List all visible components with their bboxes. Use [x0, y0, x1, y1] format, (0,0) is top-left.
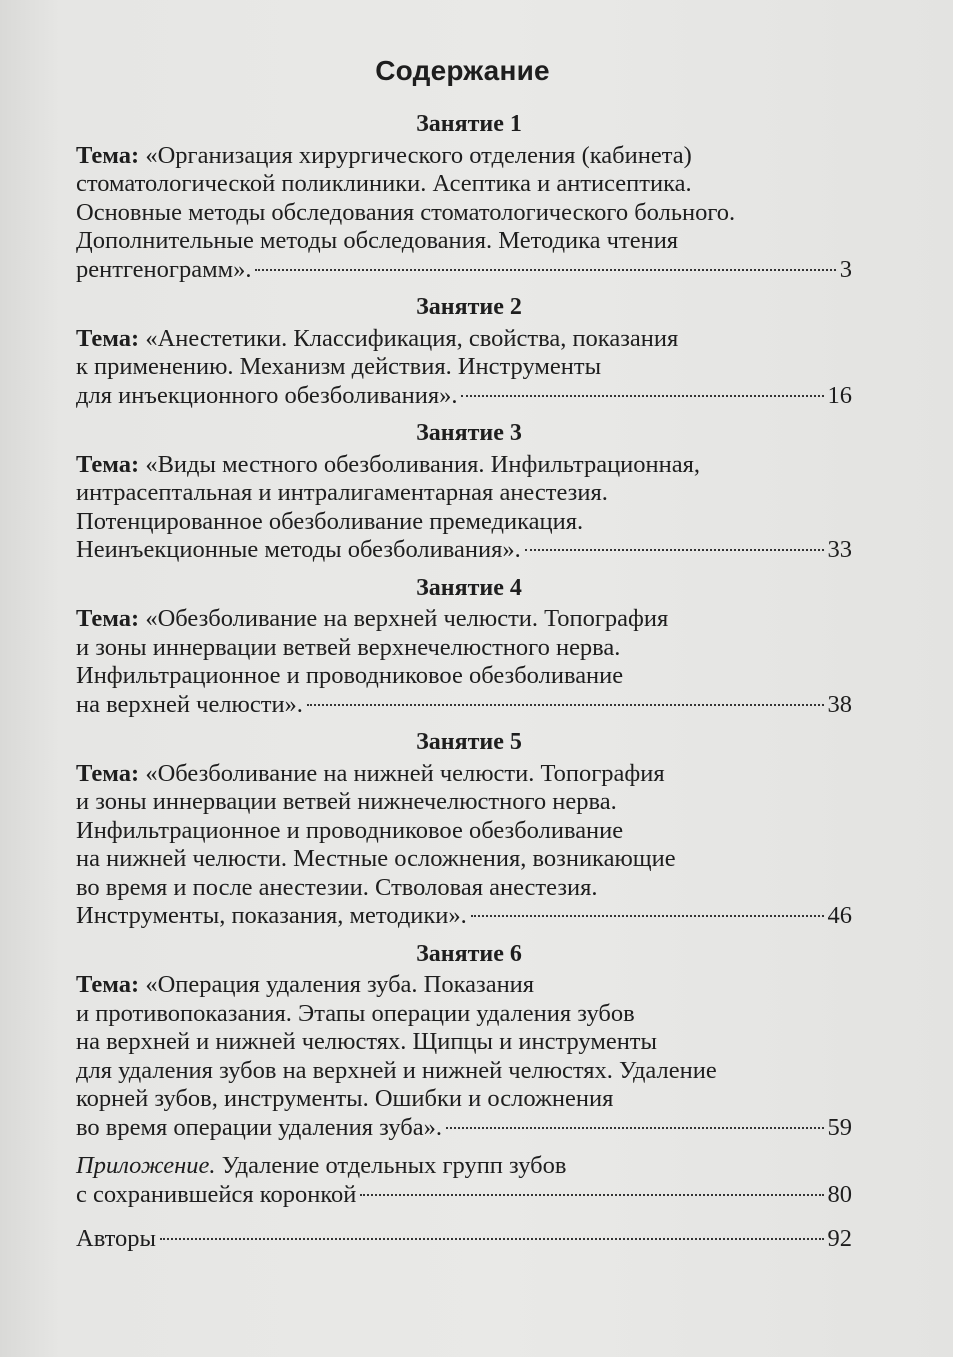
section-last-line — [76, 382, 852, 411]
topic-text-line: Инфильтрационное и проводниковое обезболивание — [76, 662, 624, 689]
topic-text-line: во время и после анестезии. Стволовая анестезия. — [76, 873, 598, 901]
toc-appendix-entry — [76, 1152, 852, 1209]
section-first-line — [76, 971, 852, 1000]
section-heading: Занятие 5 — [416, 729, 522, 755]
section-first-line — [76, 142, 852, 171]
appendix-last-line — [76, 1181, 852, 1210]
topic-text-line: Инфильтрационное и проводниковое обезболивание — [76, 816, 624, 844]
topic-text: «Виды местного обезболивания. Инфильтрационная, — [139, 450, 701, 478]
page-number: 59 — [827, 1113, 852, 1141]
section-heading: Занятие 6 — [416, 940, 522, 967]
topic-text-line: для инъекционного обезболивания». — [76, 381, 458, 409]
topic-text-line: Основные методы обследования стоматологического больного. — [76, 198, 736, 226]
toc-authors-entry — [76, 1225, 852, 1254]
dot-leader — [360, 1194, 823, 1196]
topic-label: Тема: — [76, 971, 140, 998]
topic-text-line: стоматологической поликлиники. Асептика и антисептика. — [76, 170, 692, 197]
section-heading: Занятие 3 — [416, 420, 522, 446]
dot-leader — [160, 1238, 824, 1240]
dot-leader — [255, 269, 835, 271]
topic-text-line: и зоны иннервации ветвей верхнечелюстного нерва. — [76, 633, 621, 661]
topic-label: Тема: — [76, 450, 140, 478]
topic-text-line: корней зубов, инструменты. Ошибки и осложнения — [76, 1085, 614, 1112]
toc-section-2 — [76, 293, 852, 410]
section-last-line — [76, 1114, 852, 1143]
section-last-line — [76, 536, 852, 565]
page-number: 33 — [827, 536, 852, 563]
topic-label: Тема: — [76, 141, 140, 169]
topic-text: «Обезболивание на нижней челюсти. Топография — [139, 759, 665, 787]
appendix-last-text: с сохранившейся коронкой — [76, 1180, 357, 1208]
topic-text-line: и зоны иннервации ветвей нижнечелюстного нерва. — [76, 788, 617, 815]
appendix-label: Приложение. — [76, 1152, 216, 1179]
dot-leader — [461, 395, 823, 397]
dot-leader — [471, 915, 824, 917]
dot-leader — [525, 549, 824, 551]
appendix-first-line — [76, 1152, 852, 1181]
page-number: 3 — [839, 255, 852, 283]
toc-sections — [76, 110, 852, 1142]
table-of-contents — [76, 110, 852, 1254]
section-first-line — [76, 760, 852, 789]
toc-section-5 — [76, 728, 852, 931]
page-number: 46 — [827, 902, 852, 929]
section-first-line — [76, 325, 852, 354]
section-last-line — [76, 691, 852, 720]
topic-text: «Организация хирургического отделения (кабинета) — [139, 141, 692, 169]
topic-label: Тема: — [76, 324, 140, 352]
topic-text-line: на верхней челюсти». — [76, 690, 303, 718]
authors-text: Авторы — [76, 1225, 156, 1252]
topic-text: «Операция удаления зуба. Показания — [139, 971, 535, 998]
toc-section-4 — [76, 574, 852, 720]
authors-line — [76, 1225, 852, 1254]
toc-section-6 — [76, 940, 852, 1143]
topic-text: «Обезболивание на верхней челюсти. Топография — [139, 605, 669, 632]
topic-text-line: к применению. Механизм действия. Инструменты — [76, 353, 602, 380]
topic-text-line: во время операции удаления зуба». — [76, 1113, 442, 1141]
dot-leader — [307, 704, 824, 706]
topic-text-line: на нижней челюсти. Местные осложнения, возникающие — [76, 845, 676, 872]
topic-text-line: и противопоказания. Этапы операции удаления зубов — [76, 999, 635, 1027]
appendix-page-number: 80 — [827, 1180, 852, 1208]
authors-page-number: 92 — [827, 1225, 852, 1252]
section-heading: Занятие 2 — [416, 294, 522, 320]
topic-text-line: Инструменты, показания, методики». — [76, 902, 467, 929]
section-heading: Занятие 1 — [416, 111, 522, 137]
topic-text-line: Неинъекционные методы обезболивания». — [76, 536, 521, 563]
topic-text-line: на верхней и нижней челюстях. Щипцы и инструменты — [76, 1028, 657, 1055]
section-first-line — [76, 451, 852, 480]
page-number: 16 — [827, 381, 852, 409]
topic-label: Тема: — [76, 759, 140, 787]
section-last-line — [76, 256, 852, 285]
page-title: Содержание — [375, 55, 550, 86]
toc-section-1 — [76, 110, 852, 284]
topic-text-line: интрасептальная и интралигаментарная анестезия. — [76, 479, 608, 506]
topic-text: «Анестетики. Классификация, свойства, показания — [139, 324, 679, 352]
topic-text-line: для удаления зубов на верхней и нижней челюстях. Удаление — [76, 1056, 717, 1084]
section-last-line — [76, 902, 852, 931]
page-number: 38 — [827, 690, 852, 718]
topic-text-line: рентгенограмм». — [76, 255, 252, 283]
appendix-title-text: Удаление отдельных групп зубов — [215, 1152, 567, 1179]
topic-label: Тема: — [76, 605, 140, 632]
dot-leader — [446, 1127, 824, 1129]
section-heading: Занятие 4 — [416, 574, 522, 601]
topic-text-line: Дополнительные методы обследования. Методика чтения — [76, 227, 679, 254]
section-first-line — [76, 605, 852, 634]
topic-text-line: Потенцированное обезболивание премедикация. — [76, 507, 584, 535]
toc-section-3 — [76, 419, 852, 565]
